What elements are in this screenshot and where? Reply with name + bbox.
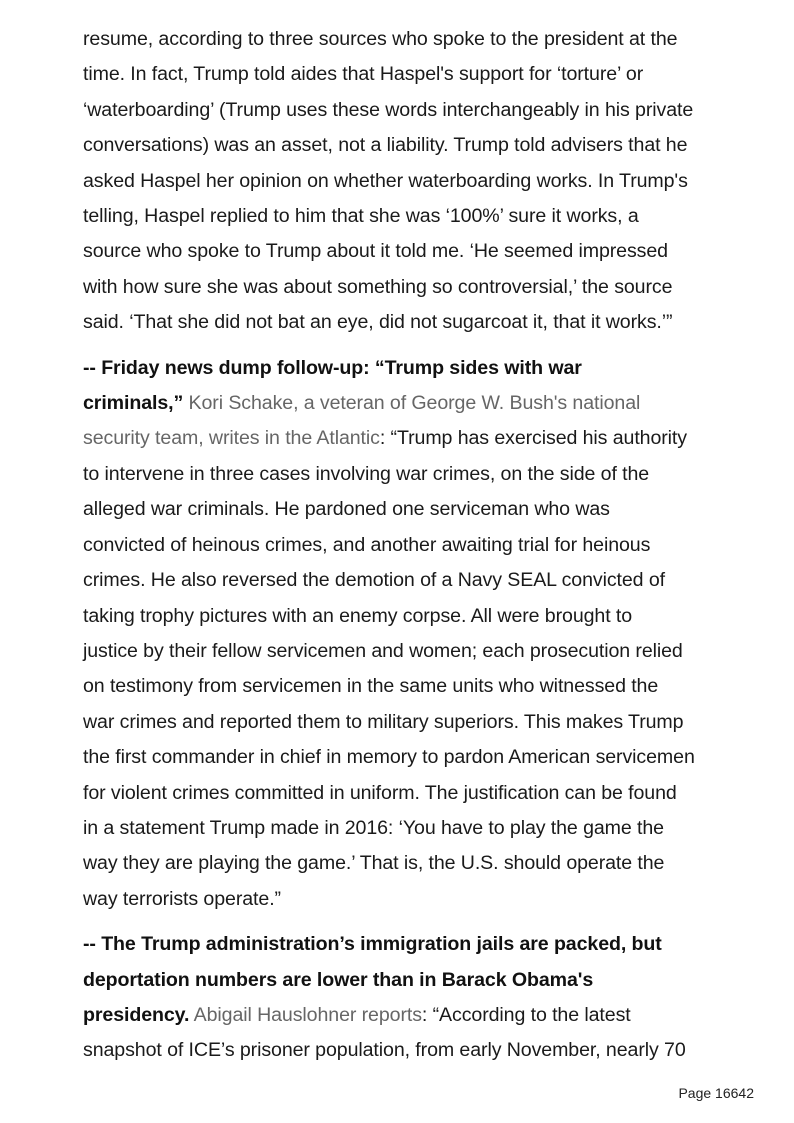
text-line: time. In fact, Trump told aides that Haspel's support for ‘torture’ or [83, 63, 644, 86]
text-line: snapshot of ICE’s prisoner population, from early November, nearly 70 [83, 1039, 686, 1062]
text-line: said. ‘That she did not bat an eye, did not sugarcoat it, that it works.’” [83, 311, 673, 334]
text-line: source who spoke to Trump about it told me. ‘He seemed impressed [83, 240, 668, 263]
text-line: asked Haspel her opinion on whether waterboarding works. In Trump's [83, 169, 688, 192]
text-line [83, 351, 731, 386]
text-line [83, 421, 731, 456]
section-heading: presidency. [83, 1003, 190, 1026]
section-heading: criminals,” [83, 392, 184, 415]
page-number: Page 16642 [678, 1085, 754, 1101]
text-line: to intervene in three cases involving war crimes, on the side of the [83, 462, 650, 485]
text-line: taking trophy pictures with an enemy corpse. All were brought to [83, 604, 633, 627]
text-line: war crimes and reported them to military superiors. This makes Trump [83, 710, 684, 733]
text-line [83, 998, 731, 1033]
text-line: convicted of heinous crimes, and another awaiting trial for heinous [83, 533, 651, 556]
quote-text: : “According to the latest [421, 1003, 631, 1026]
section-heading: deportation numbers are lower than in Barack Obama's [83, 968, 594, 991]
section-heading: -- The Trump administration’s immigration jails are packed, but [83, 933, 662, 956]
paragraph-immigration-jails [83, 927, 731, 1069]
text-line [83, 963, 731, 998]
text-line: alleged war criminals. He pardoned one serviceman who was [83, 498, 610, 521]
text-line: for violent crimes committed in uniform. The justification can be found [83, 781, 677, 804]
source-link[interactable]: security team, writes in the Atlantic [83, 427, 380, 450]
text-line: justice by their fellow servicemen and women; each prosecution relied [83, 639, 683, 662]
source-link[interactable]: Abigail Hauslohner reports [189, 1003, 422, 1026]
text-line [83, 386, 731, 421]
text-line: in a statement Trump made in 2016: ‘You have to play the game the [83, 816, 664, 839]
source-link[interactable]: Kori Schake, a veteran of George W. Bush's national [183, 392, 641, 415]
section-heading: -- Friday news dump follow-up: “Trump sides with war [83, 356, 582, 379]
text-line [83, 927, 731, 962]
text-line: crimes. He also reversed the demotion of a Navy SEAL convicted of [83, 569, 665, 592]
text-line: the first commander in chief in memory to pardon American servicemen [83, 746, 695, 769]
paragraph-haspel-quote [83, 22, 731, 341]
text-line: resume, according to three sources who spoke to the president at the [83, 28, 678, 50]
text-line: way terrorists operate.” [83, 887, 281, 910]
text-line: with how sure she was about something so controversial,’ the source [83, 275, 673, 298]
quote-text: : “Trump has exercised his authority [379, 427, 687, 450]
text-line: conversations) was an asset, not a liability. Trump told advisers that he [83, 134, 688, 157]
text-line: way they are playing the game.’ That is, the U.S. should operate the [83, 852, 665, 875]
article-body [83, 22, 731, 1069]
text-line: telling, Haspel replied to him that she was ‘100%’ sure it works, a [83, 205, 639, 228]
text-line: on testimony from servicemen in the same units who witnessed the [83, 675, 659, 698]
paragraph-war-criminals [83, 351, 731, 918]
text-line: ‘waterboarding’ (Trump uses these words interchangeably in his private [83, 98, 694, 121]
